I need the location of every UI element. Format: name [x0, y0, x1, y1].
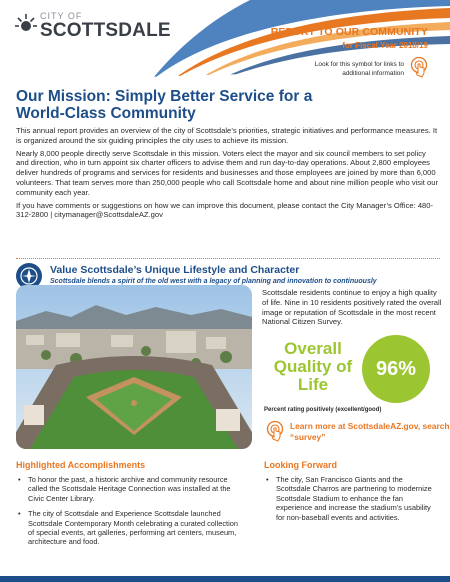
footer-bar: [0, 576, 450, 582]
list-item: • To honor the past, a historic archive and community resource called the Scottsdale Heritage Connection was installed at the Civic Center Library.: [18, 475, 244, 503]
list-item: • The city, San Francisco Giants and the Scottsdale Charros are partnering to modernize Scottsdale Stadium to enhance the fan experience and increase the stadium’s usability for non-baseball events and activities.: [266, 475, 436, 522]
report-title: REPORT TO OUR COMMUNITY: [270, 26, 428, 38]
fiscal-year: for Fiscal Year 2018/19: [342, 41, 428, 50]
symbol-note: Look for this symbol for links to additional information: [314, 61, 404, 77]
hand-pointer-icon[interactable]: [408, 56, 430, 78]
value-section-subtitle: Scottsdale blends a spirit of the old west with a legacy of planning and innovation to continuously: [50, 278, 377, 285]
looking-forward-list: [266, 475, 436, 528]
mission-title: Our Mission: Simply Better Service for a World-Class Community: [16, 88, 313, 122]
mission-paragraph: Nearly 8,000 people directly serve Scottsdale in this mission. Voters elect the mayor and six council members to set policy and direction, who in turn appoint six charter officers to advise them and run day-to-day operations. About 2,800 employees deliver hundreds of programs and services for residents and businesses and those employees are joined by more than 6,000 volunteers. That team serves more than 250,000 people who call Scottsdale home and about nine million people who visit our community each year.: [16, 148, 438, 197]
logo-city-of: CITY OF: [40, 11, 83, 21]
learn-more-link[interactable]: Learn more at ScottsdaleAZ.gov, search “survey”: [290, 421, 450, 442]
quality-of-life-percent: 96%: [362, 335, 430, 403]
hand-pointer-icon[interactable]: [264, 420, 286, 442]
contact-paragraph: If you have comments or suggestions on how we can improve this document, please contact the City Manager’s Office: 480-312-2800 | citymanager@ScottsdaleAZ.gov: [16, 200, 434, 220]
quality-of-life-label: Overall Quality of Life: [273, 339, 353, 394]
highlights-list: [18, 475, 244, 553]
looking-forward-title: Looking Forward: [264, 460, 337, 470]
resident-survey-text: Scottsdale residents continue to enjoy a high quality of life. Nine in 10 residents positively rated the overall image or reputation of Scottsdale in the most recent National Citizen Survey.: [262, 288, 442, 327]
city-logo[interactable]: [14, 10, 171, 50]
list-item: • The city of Scottsdale and Experience Scottsdale launched Scottsdale Contemporary Month celebrating a curated collection of special events, art galleries, performing art centers, museum, architecture and food.: [18, 509, 244, 547]
mission-body: [16, 126, 440, 223]
percent-caption: Percent rating positively (excellent/good): [264, 407, 382, 413]
mission-paragraph: This annual report provides an overview of the city of Scottsdale’s priorities, strategic initiatives and performance measures. It is organized around the six guiding principles the city uses to achieve its mission.: [16, 126, 438, 145]
sunburst-logo-icon: [14, 12, 38, 36]
value-section-title: Value Scottsdale’s Unique Lifestyle and Character: [50, 264, 300, 276]
stadium-aerial-photo: [16, 285, 252, 449]
logo-wordmark: SCOTTSDALE: [40, 20, 171, 41]
highlights-title: Highlighted Accomplishments: [16, 460, 146, 470]
report-title-block: [271, 26, 428, 50]
section-divider: [16, 258, 440, 259]
